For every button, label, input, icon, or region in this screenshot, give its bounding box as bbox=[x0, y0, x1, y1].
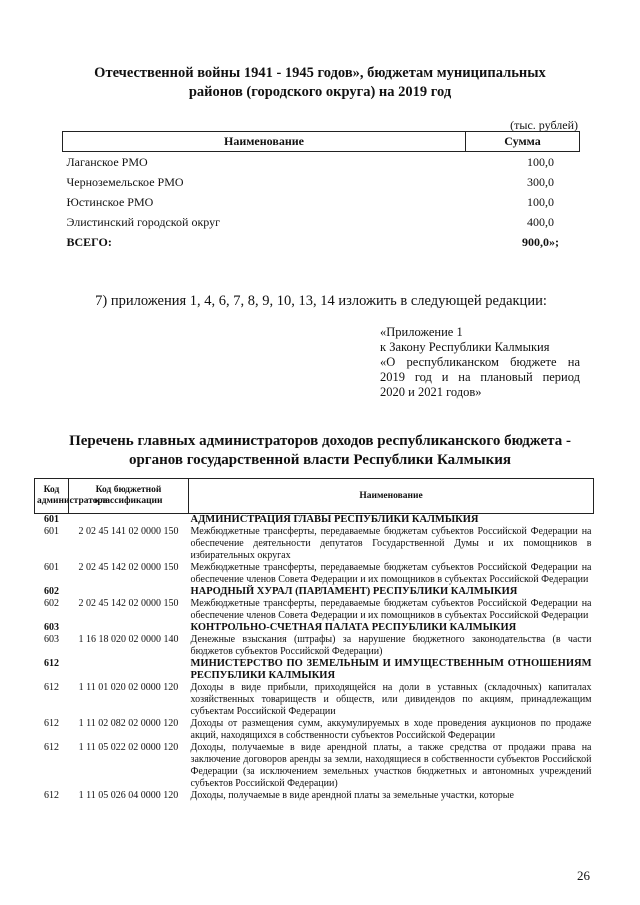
annex-line: 2019 год и на плановый период bbox=[380, 370, 580, 384]
heading-line: Перечень главных администраторов доходов республиканского бюджета - bbox=[69, 433, 571, 449]
heading-budget-allocation bbox=[60, 64, 580, 102]
annex-line: «О республиканском бюджете на bbox=[380, 355, 580, 369]
total-label: ВСЕГО: bbox=[66, 234, 112, 249]
budget-code bbox=[69, 622, 189, 634]
budget-code: 1 11 01 020 02 0000 120 bbox=[78, 682, 179, 693]
units-label: (тыс. рублей) bbox=[510, 118, 578, 132]
table-row bbox=[63, 192, 580, 212]
table-header-row bbox=[63, 132, 580, 152]
row-name: АДМИНИСТРАЦИЯ ГЛАВЫ РЕСПУБЛИКИ КАЛМЫКИЯ bbox=[190, 514, 479, 525]
admin-code: 612 bbox=[44, 658, 59, 669]
row-name: Межбюджетные трансферты, передаваемые бюджетам субъектов Российской Федерации на обеспечение членов Совета Федерации и их помощников в субъектах Российской Федерации bbox=[190, 598, 592, 621]
row-name: Доходы, получаемые в виде арендной платы, а также средства от продажи права на заключение договоров аренды за земли, находящиеся в собственности субъектов Российской Федерации (за исключением земельных участков бюджетных и автономных учреждений субъектов Российской Федерации) bbox=[190, 742, 592, 789]
table-row bbox=[35, 598, 594, 622]
table-row bbox=[63, 152, 580, 173]
section-row bbox=[35, 622, 594, 634]
row-name: НАРОДНЫЙ ХУРАЛ (ПАРЛАМЕНТ) РЕСПУБЛИКИ КАЛМЫКИЯ bbox=[190, 586, 518, 597]
column-header-sum: Сумма bbox=[466, 132, 580, 152]
table-row bbox=[35, 562, 594, 586]
row-name: Межбюджетные трансферты, передаваемые бюджетам субъектов Российской Федерации на обеспечение членов Совета Федерации и их помощников в субъектах Российской Федерации bbox=[190, 562, 592, 585]
admin-code: 603 bbox=[44, 634, 59, 645]
row-sum: 100,0 bbox=[527, 194, 554, 209]
budget-code bbox=[69, 514, 189, 527]
admin-code: 603 bbox=[44, 622, 59, 633]
budget-code bbox=[69, 658, 189, 682]
table-row bbox=[63, 172, 580, 192]
row-sum: 300,0 bbox=[527, 174, 554, 189]
section-row bbox=[35, 586, 594, 598]
column-header-admin-code: Код администратора bbox=[35, 479, 69, 514]
row-name: Денежные взыскания (штрафы) за нарушение бюджетного законодательства (в части бюджетов субъектов Российской Федерации) bbox=[190, 634, 592, 657]
row-name: Межбюджетные трансферты, передаваемые бюджетам субъектов Российской Федерации на обеспечение деятельности депутатов Государственной Думы и их помощников в избирательных округах bbox=[190, 526, 592, 561]
admin-code: 612 bbox=[44, 790, 59, 801]
annex-line: «Приложение 1 bbox=[380, 325, 463, 339]
heading-line: органов государственной власти Республики Калмыкия bbox=[128, 452, 512, 468]
row-sum: 100,0 bbox=[527, 154, 554, 169]
heading-administrators-list bbox=[60, 432, 580, 470]
budget-code: 2 02 45 141 02 0000 150 bbox=[78, 526, 179, 537]
column-header-budget-code: Код бюджетной классификации bbox=[69, 479, 189, 514]
admin-code: 602 bbox=[44, 598, 59, 609]
budget-code: 1 16 18 020 02 0000 140 bbox=[78, 634, 179, 645]
row-name: Доходы от размещения сумм, аккумулируемых в ходе проведения аукционов по продаже акций, находящихся в собственности субъектов Российской Федерации bbox=[190, 718, 592, 741]
annex-line: 2020 и 2021 годов» bbox=[380, 385, 482, 399]
table-row bbox=[35, 718, 594, 742]
heading-line: районов (городского округа) на 2019 год bbox=[188, 84, 452, 100]
admin-code: 612 bbox=[44, 742, 59, 753]
page-number: 26 bbox=[577, 868, 590, 883]
admin-code: 602 bbox=[44, 586, 59, 597]
admin-code: 601 bbox=[44, 562, 59, 573]
row-name: Юстинское РМО bbox=[66, 194, 154, 209]
column-header-name: Наименование bbox=[189, 479, 594, 514]
section-row bbox=[35, 514, 594, 527]
budget-code: 1 11 05 022 02 0000 120 bbox=[78, 742, 179, 753]
amendment-paragraph: 7) приложения 1, 4, 6, 7, 8, 9, 10, 13, 14 изложить в следующей редакции: bbox=[95, 293, 547, 309]
table-row bbox=[35, 634, 594, 658]
table-row bbox=[35, 790, 594, 802]
table-row bbox=[35, 682, 594, 718]
row-name: Доходы в виде прибыли, приходящейся на доли в уставных (складочных) капиталах хозяйственных товариществ и обществ, или дивидендов по акциям, принадлежащим субъектам Российской Федерации bbox=[190, 682, 592, 717]
row-name: Доходы, получаемые в виде арендной платы за земельные участки, которые bbox=[190, 790, 514, 801]
row-name: КОНТРОЛЬНО-СЧЕТНАЯ ПАЛАТА РЕСПУБЛИКИ КАЛМЫКИЯ bbox=[190, 622, 517, 633]
administrators-table bbox=[34, 478, 594, 802]
heading-line: Отечественной войны 1941 - 1945 годов», бюджетам муниципальных bbox=[94, 65, 546, 81]
row-name: Черноземельское РМО bbox=[66, 174, 184, 189]
row-name: Лаганское РМО bbox=[66, 154, 148, 169]
column-header-name: Наименование bbox=[63, 132, 466, 152]
row-name: Элистинский городской округ bbox=[66, 214, 221, 229]
total-sum: 900,0»; bbox=[522, 234, 559, 249]
admin-code: 601 bbox=[44, 526, 59, 537]
total-row bbox=[63, 232, 580, 252]
table-header-row bbox=[35, 479, 594, 514]
table-row bbox=[35, 742, 594, 790]
admin-code: 601 bbox=[44, 514, 59, 525]
annex-reference bbox=[380, 325, 580, 400]
annex-line: к Закону Республики Калмыкия bbox=[380, 340, 550, 354]
budget-code: 2 02 45 142 02 0000 150 bbox=[78, 562, 179, 573]
budget-code bbox=[69, 586, 189, 598]
budget-code: 1 11 02 082 02 0000 120 bbox=[78, 718, 179, 729]
budget-code: 1 11 05 026 04 0000 120 bbox=[78, 790, 179, 801]
table-row bbox=[35, 526, 594, 562]
admin-code: 612 bbox=[44, 718, 59, 729]
admin-code: 612 bbox=[44, 682, 59, 693]
budget-code: 2 02 45 142 02 0000 150 bbox=[78, 598, 179, 609]
section-row bbox=[35, 658, 594, 682]
row-sum: 400,0 bbox=[527, 214, 554, 229]
budget-table bbox=[62, 131, 580, 252]
row-name: МИНИСТЕРСТВО ПО ЗЕМЕЛЬНЫМ И ИМУЩЕСТВЕННЫМ ОТНОШЕНИЯМ РЕСПУБЛИКИ КАЛМЫКИЯ bbox=[190, 658, 592, 681]
table-row bbox=[63, 212, 580, 232]
